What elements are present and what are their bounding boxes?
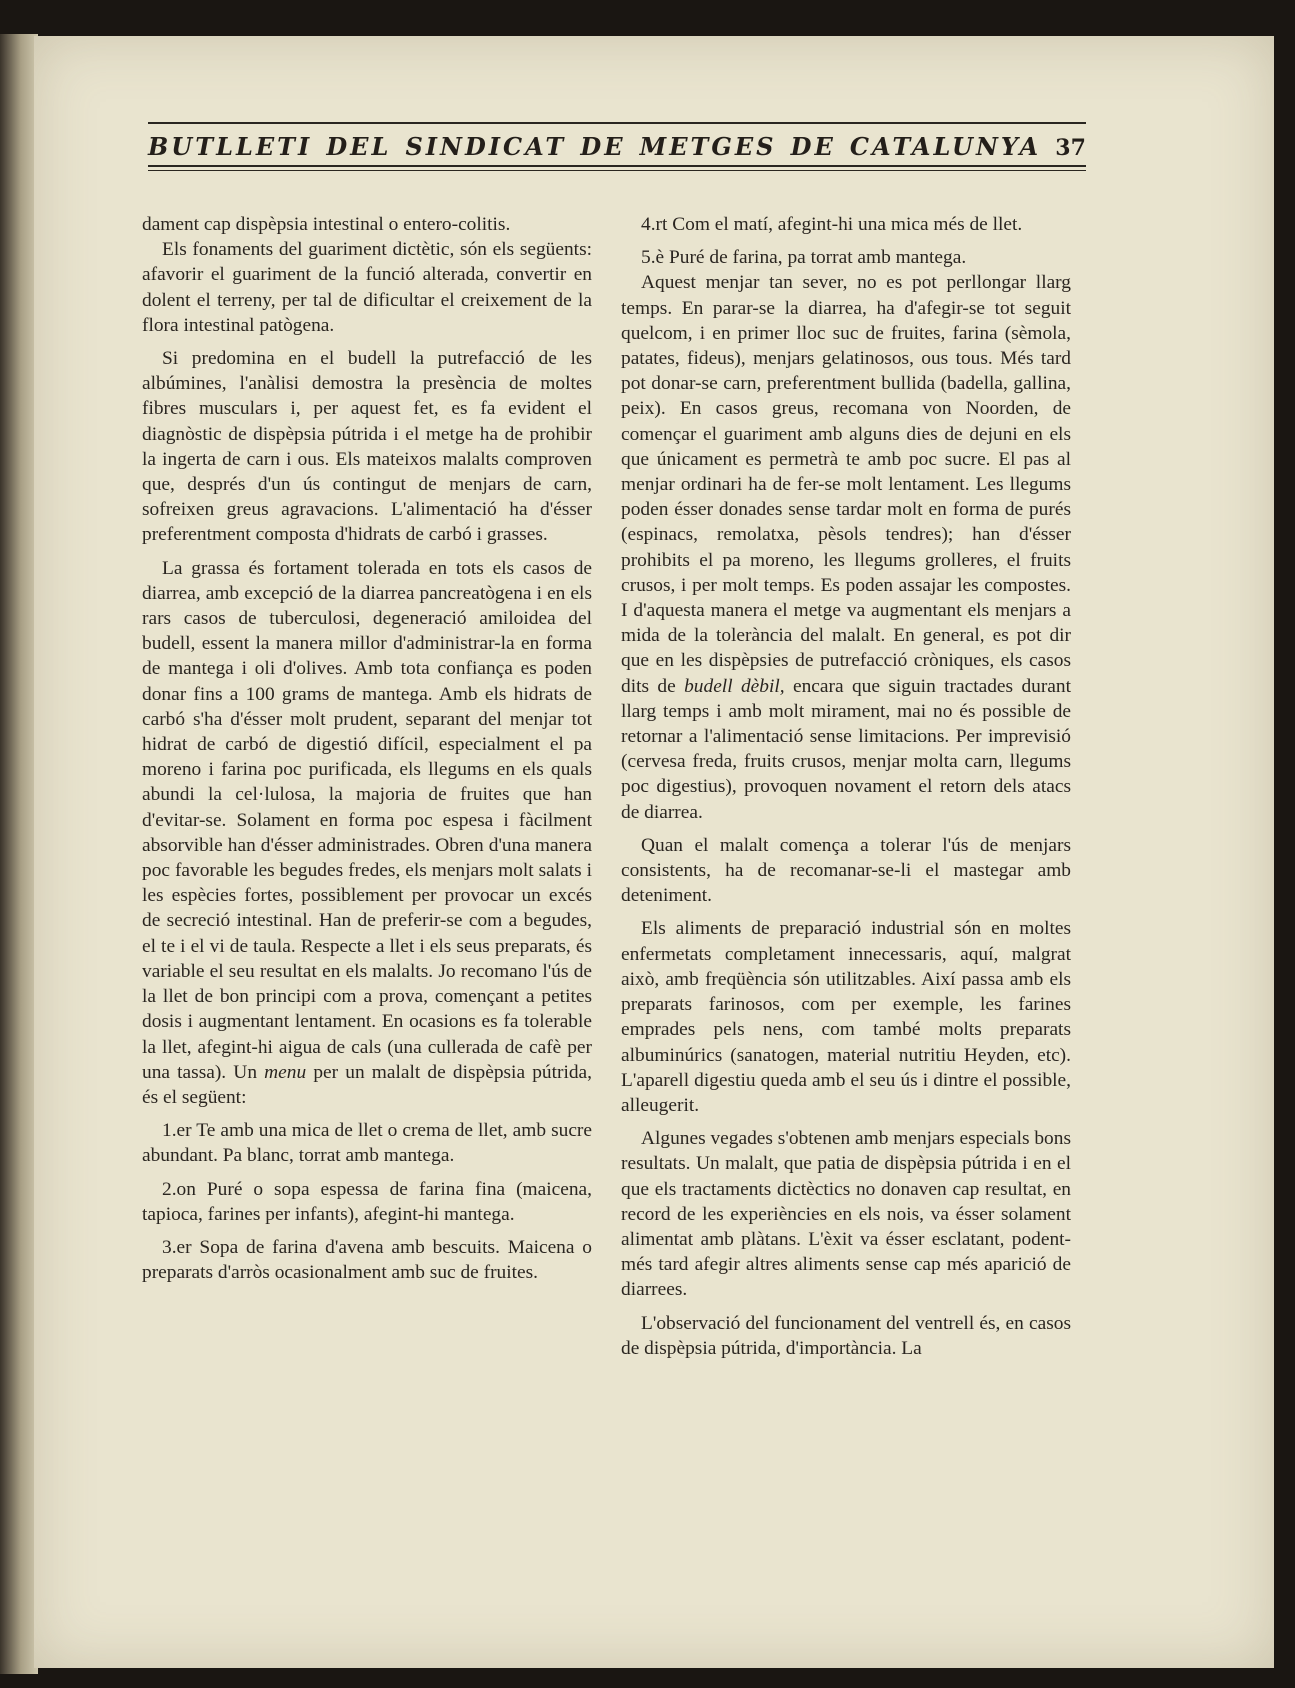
header-title <box>148 124 1086 165</box>
paragraph: Els aliments de preparació industrial són en moltes enfermetats completament innecessaris, aquí, malgrat això, amb freqüència són utilitzables. Així passa amb els preparats farinosos, com per exemple, les farines emprades pels nens, com també molts preparats albuminúrics (sanatogen, material nutritiu Heyden, etc). L'aparell digestiu queda amb el seu ús i dintre el possible, alleugerit. <box>621 918 1071 1116</box>
running-header <box>148 122 1086 171</box>
header-word: DEL <box>326 132 392 161</box>
paragraph <box>621 270 1071 824</box>
right-column <box>621 212 1071 1361</box>
left-column <box>142 212 592 1285</box>
emphasis-text: menu <box>264 1061 307 1083</box>
header-rule-bottom-thin <box>148 170 1086 171</box>
header-word: METGES <box>639 132 777 161</box>
menu-item: 3.er Sopa de farina d'avena amb bescuits. Maicena o preparats d'arròs ocasionalment amb suc de fruites. <box>142 1236 592 1284</box>
menu-item: 4.rt Com el matí, afegint-hi una mica més de llet. <box>641 214 1023 235</box>
text-run: La grassa és fortament tolerada en tots els casos de diarrea, amb excepció de la diarrea pancreatògena i en els rars casos de tuberculosi, degeneració amiloidea del budell, essent la manera millor d'administrar-la en forma de mantega i oli d'olives. Amb tota confiança es poden donar fins a 100 grams de mantega. Amb els hidrats de carbó s'ha d'ésser molt prudent, separant del menjar tot hidrat de carbó de digestió difícil, especialment el pa moreno i farina poc purificada, els llegums en els quals abundi la cel·lulosa, la majoria de fruites que han d'evitar-se. Solament en forma poc espesa i fàcilment absorvible han d'ésser administrades. Obren d'una manera poc favorable les begudes fredes, els menjars molt salats i les espècies fortes, possiblement per provocar un excés de secreció intestinal. Han de preferir-se com a begudes, el te i el vi de taula. Respecte a llet i els seus preparats, és variable el seu resultat en els malalts. Jo recomano l'ús de la llet de bon principi com a prova, començant a petites dosis i augmentant lentament. En ocasions es fa tolerable la llet, afegint-hi aigua de cals (una cullerada de cafè per una tassa). Un <box>142 557 592 1083</box>
text-run: per un malalt de dispèpsia pútrida, és el següent: <box>142 1061 592 1108</box>
text-run: encara que siguin tractades durant llarg temps i amb molt mirament, mai no és possible de retornar a l'alimentació sense limitacions. Per imprevisió (cervesa freda, fruits crusos, menjar molta carn, llegums poc digestius), provoquen novament el retorn dels atacs de diarrea. <box>621 675 1071 823</box>
paragraph: L'observació del funcionament del ventrell és, en casos de dispèpsia pútrida, d'importància. La <box>621 1312 1071 1359</box>
book-spine <box>0 34 38 1674</box>
header-word: SINDICAT <box>405 132 567 161</box>
page-number: 37 <box>1055 135 1086 161</box>
header-rule-bottom <box>148 165 1086 167</box>
emphasis-text: budell dèbil, <box>684 675 785 697</box>
text-run: Aquest menjar tan sever, no es pot perllongar llarg temps. En parar-se la diarrea, ha d'afegir-se tot seguit quelcom, i en primer lloc suc de fruites, farina (sèmola, patates, fideus), menjars gelatinosos, ous tous. Més tard pot donar-se carn, preferentment bullida (badella, gallina, peix). En casos greus, recomana von Noorden, de començar el guariment amb alguns dies de dejuni en els que únicament es permetrà te amb poc sucre. El pas al menjar ordinari ha de fer-se molt lentament. Les llegums poden ésser donades sense tardar molt en forma de purés (espinacs, remolatxa, pèsols tendres); han d'ésser prohibits el pa moreno, les llegums grolleres, el fruits crusos, i per molt temps. Es poden assajar les compostes. I d'aquesta manera el metge va augmentant els menjars a mida de la tolerància del malalt. En general, es pot dir que en les dispèpsies de putrefacció cròniques, els casos dits de <box>621 272 1071 697</box>
paragraph: dament cap dispèpsia intestinal o entero-colitis. <box>142 214 511 235</box>
paragraph: Algunes vegades s'obtenen amb menjars especials bons resultats. Un malalt, que patia de dispèpsia pútrida i en el que els tractaments dictèctics no donaven cap resultat, en record de les experiències en els nois, va ésser solament alimentat amb plàtans. L'èxit va ésser esclatant, podent-més tard afegir altres aliments sense cap més aparició de diarrees. <box>621 1128 1071 1301</box>
menu-item: 5.è Puré de farina, pa torrat amb mantega. <box>641 247 967 269</box>
paragraph: Si predomina en el budell la putrefacció de les albúmines, l'anàlisi demostra la presència de moltes fibres musculars i, per aquest fet, es fa evident el diagnòstic de dispèpsia pútrida i el metge ha de prohibir la ingerta de carn i ous. Els mateixos malalts comproven que, després d'un ús contingut de menjars de carn, sofreixen greus agravacions. L'alimentació ha d'ésser preferentment composta d'hidrats de carbó i grasses. <box>142 348 592 546</box>
paragraph: Els fonaments del guariment dictètic, són els següents: afavorir el guariment de la funció alterada, convertir en dolent el terreny, per tal de dificultar el creixement de la flora intestinal patògena. <box>142 239 592 336</box>
paragraph: Quan el malalt comença a tolerar l'ús de menjars consistents, ha de recomanar-se-li el mastegar amb deteniment. <box>621 834 1071 907</box>
menu-item: 1.er Te amb una mica de llet o crema de llet, amb sucre abundant. Pa blanc, torrat amb mantega. <box>142 1120 592 1167</box>
menu-item: 2.on Puré o sopa espessa de farina fina (maicena, tapioca, farines per infants), afegint-hi mantega. <box>142 1178 592 1225</box>
header-word: DE <box>580 132 626 161</box>
header-word: CATALUNYA <box>849 132 1042 161</box>
paragraph <box>142 556 592 1110</box>
header-word: BUTLLETI <box>148 132 313 161</box>
header-word: DE <box>790 132 836 161</box>
